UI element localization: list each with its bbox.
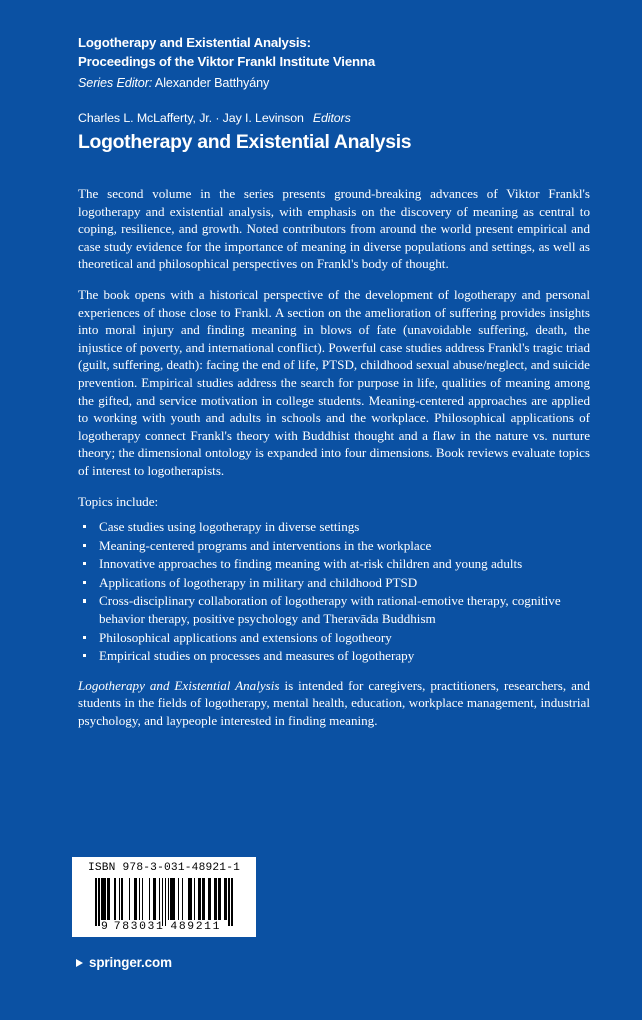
bullet-square-icon: [83, 525, 86, 528]
topics-intro: Topics include:: [78, 493, 159, 509]
series-title-line-1: Logotherapy and Existential Analysis:: [78, 35, 311, 50]
series-editor: [78, 73, 598, 93]
book-editors: [78, 111, 598, 125]
ean-lead-digit: 9: [100, 921, 108, 933]
list-item: [78, 574, 590, 592]
list-item: [78, 592, 590, 627]
closing-title-italic: Logotherapy and Existential Analysis: [78, 677, 280, 693]
isbn-text: [88, 862, 240, 875]
bullet-square-icon: [83, 636, 86, 639]
series-editor-name: Alexander Batthyány: [154, 76, 270, 90]
list-item: [78, 537, 590, 555]
bullet-square-icon: [83, 599, 86, 602]
isbn-number: 978-3-031-48921-1: [122, 862, 241, 874]
isbn-barcode: [72, 857, 256, 937]
book-title: Logotherapy and Existential Analysis: [78, 131, 412, 153]
springer-url-label: springer.com: [89, 955, 172, 970]
blurb-closing: [78, 677, 590, 730]
bullet-square-icon: [83, 562, 86, 565]
series-header: [78, 34, 598, 93]
bullet-square-icon: [83, 581, 86, 584]
ean-digits: [101, 921, 227, 933]
bullet-square-icon: [83, 654, 86, 657]
blurb-paragraph-2: The book opens with a historical perspective of the development of logotherapy and personal experiences of those close to Frankl. A section on the amelioration of suffering provides insights into moral injury and finding meaning in blows of fate (unavoidable suffering, death, the injustice of poverty, and international conflict). Powerful case studies address Frankl's tragic triad (guilt, suffering, death): facing the end of life, PTSD, childhood sexual abuse/neglect, and suicide prevention. Empirical studies address the search for purpose in life, qualities of meaning among the gifted, and service motivation in college students. Meaning-centered approaches are applied to working with youth and adults in schools and the workplace. Philosophical applications of logotherapy connect Frankl's theory with Buddhist thought and a flaw in the nature vs. nurture theory; the dimensional ontology is expanded into four dimensions. Book reviews evaluate topics of interest to logotherapists.: [78, 286, 590, 478]
ean-group-1: 783031: [113, 921, 165, 933]
blurb-paragraph-1: The second volume in the series presents ground-breaking advances of Viktor Frankl's logotherapy and existential analysis, with emphasis on the discovery of meaning as central to coping, resilience, and growth. Noted contributors from around the world present empirical and case study evidence for the importance of meaning in diverse populations and settings, as well as theoretical and philosophical perspectives on Frankl's body of thought.: [78, 186, 590, 272]
series-title-line-2: Proceedings of the Viktor Frankl Institute Vienna: [78, 53, 376, 69]
list-item-label: Innovative approaches to finding meaning with at-risk children and young adults: [99, 556, 523, 572]
list-item-label: Cross-disciplinary collaboration of logotherapy with rational-emotive therapy, cognitive behavior therapy, positive psychology and Theravāda Buddhism: [99, 593, 561, 627]
list-item-label: Applications of logotherapy in military and childhood PTSD: [99, 574, 418, 590]
springer-link[interactable]: [76, 955, 172, 970]
list-item-label: Philosophical applications and extensions of logotheory: [99, 629, 392, 645]
ean-group-2: 489211: [170, 921, 222, 933]
list-item: [78, 629, 590, 647]
list-item: [78, 518, 590, 536]
bullet-square-icon: [83, 544, 86, 547]
isbn-label: ISBN: [87, 862, 116, 874]
list-item: [78, 647, 590, 665]
list-item-label: Meaning-centered programs and interventions in the workplace: [99, 537, 432, 553]
barcode-bars: [95, 878, 232, 920]
topics-list: [78, 518, 590, 665]
book-editors-role: Editors: [312, 111, 351, 125]
play-triangle-icon: [76, 959, 83, 967]
closing-text: is intended for caregivers, practitioners, researchers, and students in the fields of logotherapy, mental health, education, workplace management, industrial psychology, and laypeople interested in finding meaning.: [78, 677, 591, 729]
list-item-label: Case studies using logotherapy in diverse settings: [99, 519, 360, 535]
barcode-bar: [231, 878, 232, 926]
series-editor-label: Series Editor:: [78, 76, 153, 90]
list-item: [78, 555, 590, 573]
list-item-label: Empirical studies on processes and measures of logotherapy: [99, 648, 415, 664]
blurb: [78, 185, 590, 730]
book-editors-names: Charles L. McLafferty, Jr. · Jay I. Levinson: [78, 111, 304, 125]
